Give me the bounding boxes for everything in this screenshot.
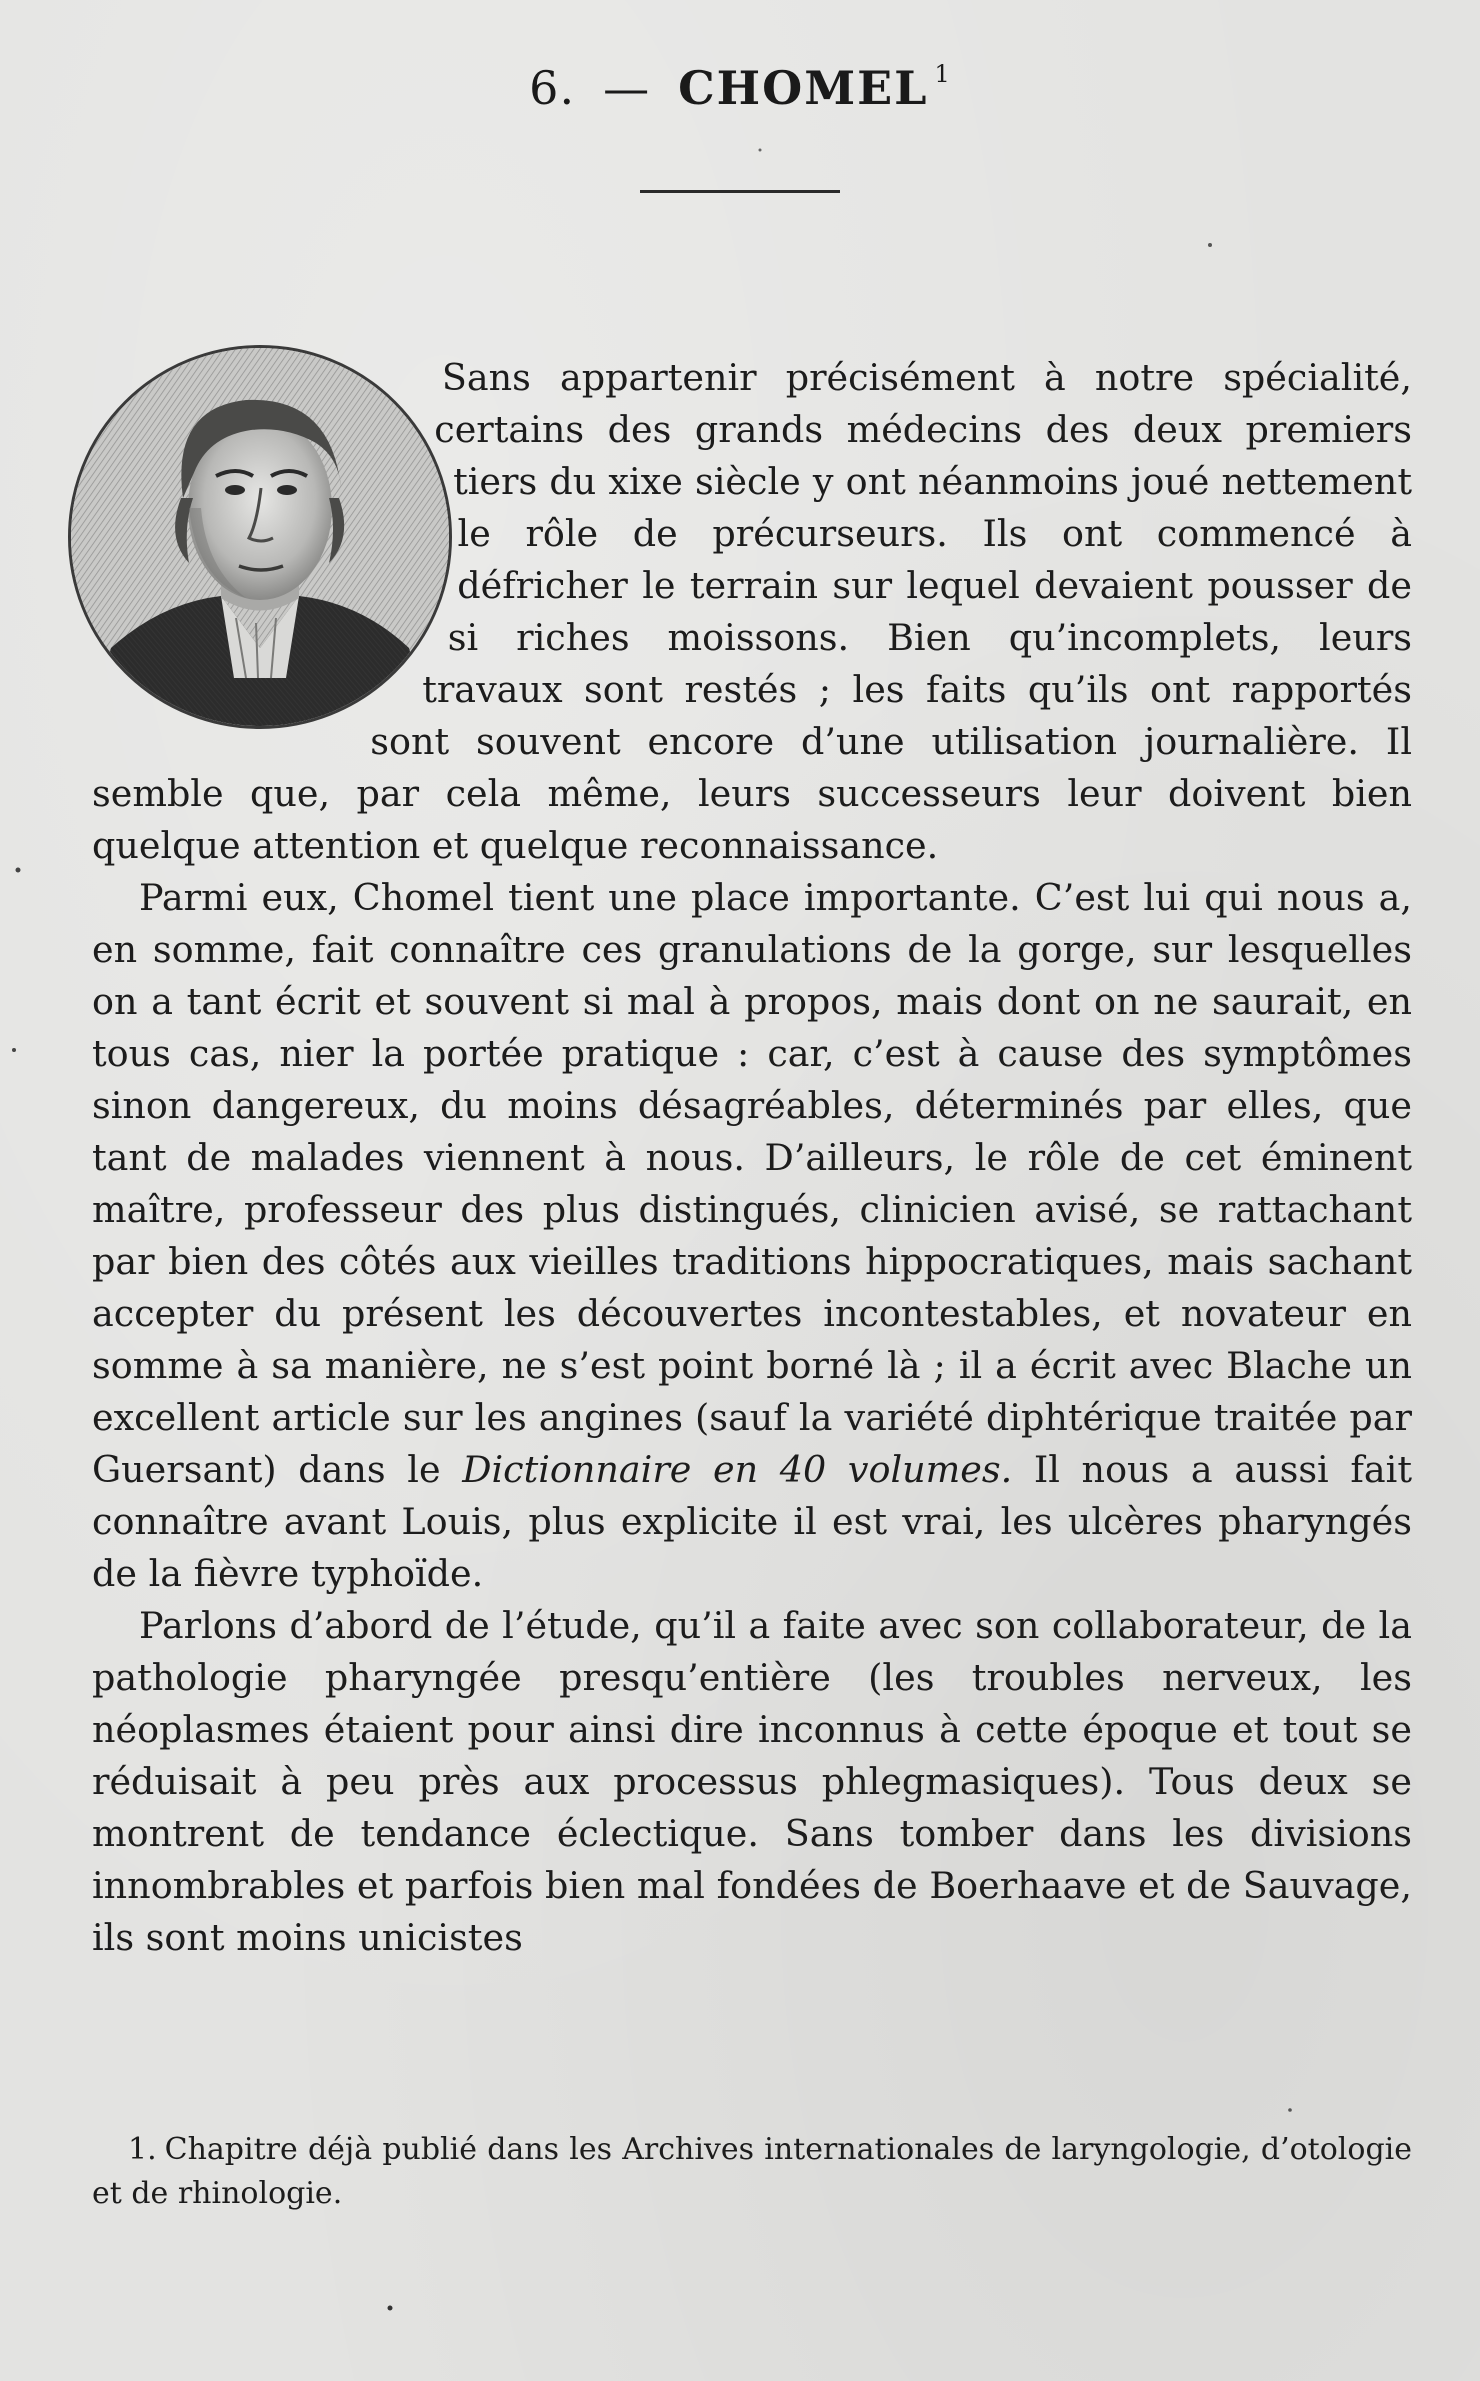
paragraph-text: Il nous a aussi fait connaître avant Louis, plus explicite il est vrai, les ulcères pharyngés de la fièvre typhoïde.	[92, 1448, 1412, 1595]
body-text	[92, 352, 1412, 1964]
paragraph: Parlons d’abord de l’étude, qu’il a faite avec son collaborateur, de la pathologie pharyngée presqu’entière (les troubles nerveux, les néoplasmes étaient pour ainsi dire inconnus à cette époque et tout se réduisait à peu près aux processus phlegmasiques). Tous deux se montrent de tendance éclectique. Sans tomber dans les divisions innombrables et parfois bien mal fondées de Boerhaave et de Sauvage, ils sont moins unicistes	[92, 1604, 1412, 1959]
footnote	[92, 2128, 1412, 2216]
chapter-title: CHOMEL	[678, 61, 929, 115]
paragraph	[92, 872, 1412, 1600]
heading-rule	[640, 190, 840, 193]
paragraph: Sans appartenir précisément à notre spécialité, certains des grands médecins des deux premiers tiers du xixe siècle y ont néanmoins joué nettement le rôle de précurseurs. Ils ont commencé à défricher le terrain sur lequel devaient pousser de si riches moissons. Bien qu’incomplets, leurs travaux sont restés ; les faits qu’ils ont rapportés sont souvent encore d’une utilisation journalière. Il semble que, par cela même, leurs successeurs leur doivent bien quelque attention et quelque reconnaissance.	[92, 356, 1412, 867]
chapter-number: 6.	[529, 61, 576, 115]
chapter-heading	[0, 60, 1480, 115]
footnote-number: 1.	[128, 2132, 157, 2167]
footnote-reference: 1	[934, 60, 951, 88]
paragraph-text: Parmi eux, Chomel tient une place importante. C’est lui qui nous a, en somme, fait connaître ces granulations de la gorge, sur lesquelles on a tant écrit et souvent si mal à propos, mais dont on ne saurait, en tous cas, nier la portée pratique : car, c’est à cause des symptômes sinon dangereux, du moins désagréables, déterminés par elles, que tant de malades viennent à nous. D’ailleurs, le rôle de cet éminent maître, professeur des plus distingués, clinicien avisé, se rattachant par bien des côtés aux vieilles traditions hippocratiques, mais sachant accepter du présent les découvertes incontestables, et novateur en somme à sa manière, ne s’est point borné là ; il a écrit avec Blache un excellent article sur les angines (sauf la variété diphtérique traitée par Guersant) dans le	[92, 876, 1412, 1491]
book-title: Dictionnaire en 40 volumes.	[462, 1448, 1013, 1491]
footnote-text: Chapitre déjà publié dans les Archives internationales de laryngologie, d’otologie et de rhinologie.	[92, 2132, 1412, 2211]
heading-dash: —	[603, 61, 651, 115]
